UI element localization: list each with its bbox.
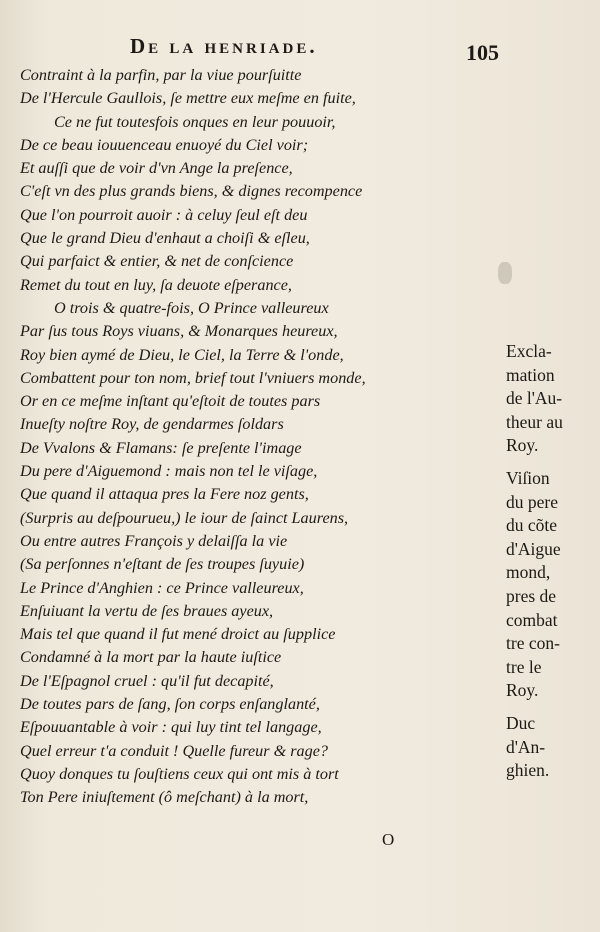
verse-line: Par ſus tous Roys viuans, & Monarques heureux, [20,322,338,341]
note-line: combat [506,609,558,630]
verse-line: Contraint à la parfin, par la viue pourſuitte [20,66,302,84]
verse-line: Que quand il attaqua pres la Fere noz gents, [20,485,309,504]
note-line: ghien. [506,760,550,781]
note-line: Roy. [506,435,539,456]
note-line: Viſion [506,467,550,488]
verse-line: De Vvalons & Flamans: ſe preſente l'image [20,438,302,457]
verse-line: (Surpris au deſpourueu,) le iour de ſainct Laurens, [20,508,349,527]
note-line: pres de [506,585,557,606]
verse-line: Combattent pour ton nom, brief tout l'vniuers monde, [20,368,366,387]
verse-text [20,64,410,810]
verse-line: Du pere d'Aiguemond : mais non tel le viſage, [20,462,318,481]
note-line: d'An- [506,736,546,757]
verse-line: Condamné à la mort par la haute iuſtice [20,648,282,667]
note-line: tre con- [506,633,560,654]
verse-line: Enſuiuant la vertu de ſes braues ayeux, [20,601,274,620]
verse-line: De toutes pars de ſang, ſon corps enſanglanté, [20,695,320,714]
verse-line: Eſpouuantable à voir : qui luy tint tel langage, [20,718,322,737]
verse-line: Ton Pere iniuſtement (ô meſchant) à la mort, [20,788,309,807]
verse-line: De l'Hercule Gaullois, ſe mettre eux meſme en fuite, [20,89,356,108]
note-line: theur au [506,411,563,432]
margin-notes [506,340,596,792]
margin-note-exclamation [506,340,596,458]
note-line: mond, [506,562,551,583]
verse-line: De l'Eſpagnol cruel : qu'il fut decapité, [20,671,274,690]
verse-line: Le Prince d'Anghien : ce Prince valleureux, [20,578,304,597]
paper-stain [498,262,512,284]
verse-line: C'eſt vn des plus grands biens, & dignes recompence [20,182,363,201]
verse-line: Ce ne fut toutesfois onques en leur pouuoir, [54,112,336,131]
note-line: de l'Au- [506,388,563,409]
note-line: d'Aigue [506,538,561,559]
note-line: mation [506,364,555,385]
verse-line: (Sa perſonnes n'eſtant de ſes troupes ſuyuie) [20,555,305,574]
verse-line: Ou entre autres François y delaiſſa la vie [20,531,288,550]
note-line: Roy. [506,680,539,701]
margin-note-duc [506,712,596,783]
verse-line: Que l'on pourroit auoir : à celuy ſeul eſt deu [20,205,308,224]
verse-line: Que le grand Dieu d'enhaut a choiſi & eſleu, [20,229,310,248]
verse-line: Roy bien aymé de Dieu, le Ciel, la Terre & l'onde, [20,345,344,364]
verse-line: Quel erreur t'a conduit ! Quelle fureur & rage? [20,741,328,760]
note-line: du cõte [506,515,558,536]
page-number: 105 [466,40,499,65]
verse-line: Qui parfaict & entier, & net de conſcience [20,252,294,271]
verse-line: Quoy donques tu ſouſtiens ceux qui ont mis à tort [20,764,339,783]
note-line: du pere [506,491,558,512]
catchword: O [382,830,395,849]
verse-line: Et auſſi que de voir d'vn Ange la preſence, [20,159,293,178]
note-line: Duc [506,712,536,733]
running-head: De la henriade. [130,34,318,58]
margin-note-vision [506,467,596,703]
verse-line: Mais tel que quand il fut mené droict au ſupplice [20,625,336,644]
verse-line: Remet du tout en luy, ſa deuote eſperance, [20,275,292,294]
verse-line: De ce beau iouuenceau enuoyé du Ciel voir; [20,135,309,154]
note-line: tre le [506,656,542,677]
verse-line: Or en ce meſme inſtant qu'eſtoit de toutes pars [20,392,321,411]
note-line: Excla- [506,341,552,361]
verse-line: Inueſty noſtre Roy, de gendarmes ſoldars [20,415,284,434]
verse-line: O trois & quatre-fois, O Prince valleureux [54,298,329,317]
